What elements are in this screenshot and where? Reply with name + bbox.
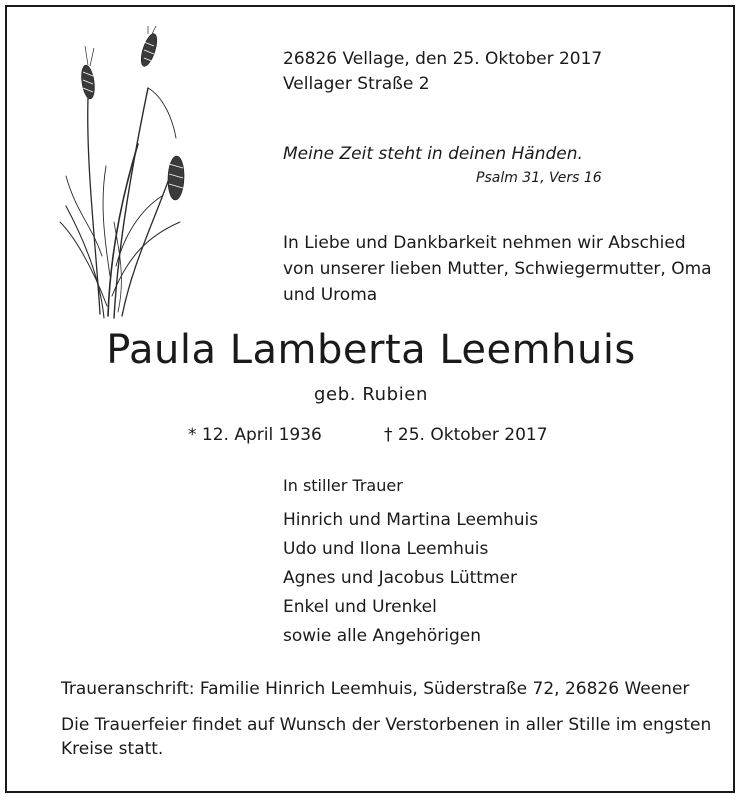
list-item: Udo und Ilona Leemhuis xyxy=(283,539,489,559)
deceased-name: Paula Lamberta Leemhuis xyxy=(106,327,636,373)
maiden-name: geb. Rubien xyxy=(314,384,428,405)
bible-verse: Meine Zeit steht in deinen Händen. xyxy=(283,144,583,164)
list-item: Agnes und Jacobus Lüttmer xyxy=(283,568,517,588)
place-date: 26826 Vellage, den 25. Oktober 2017 xyxy=(283,49,603,69)
ceremony-notice xyxy=(61,713,711,761)
ceremony-line: Die Trauerfeier findet auf Wunsch der Verstorbenen in aller Stille im engsten xyxy=(61,715,712,735)
death-date: † 25. Oktober 2017 xyxy=(384,425,548,445)
intro-line: und Uroma xyxy=(283,285,378,305)
intro-line: von unserer lieben Mutter, Schwiegermutter, Oma xyxy=(283,259,712,279)
list-item: Hinrich und Martina Leemhuis xyxy=(283,510,539,530)
list-item: sowie alle Angehörigen xyxy=(283,626,482,646)
birth-date: * 12. April 1936 xyxy=(188,425,322,445)
wheat-icon xyxy=(52,26,202,326)
mourning-heading: In stiller Trauer xyxy=(283,476,403,495)
intro-text xyxy=(283,230,712,308)
intro-line: In Liebe und Dankbarkeit nehmen wir Abschied xyxy=(283,233,686,253)
mourning-address: Traueranschrift: Familie Hinrich Leemhuis, Süderstraße 72, 26826 Weener xyxy=(61,679,690,699)
list-item: Enkel und Urenkel xyxy=(283,597,437,617)
ceremony-line: Kreise statt. xyxy=(61,739,164,759)
mourners-list xyxy=(283,506,538,651)
verse-reference: Psalm 31, Vers 16 xyxy=(476,170,602,186)
street-address: Vellager Straße 2 xyxy=(283,74,430,94)
